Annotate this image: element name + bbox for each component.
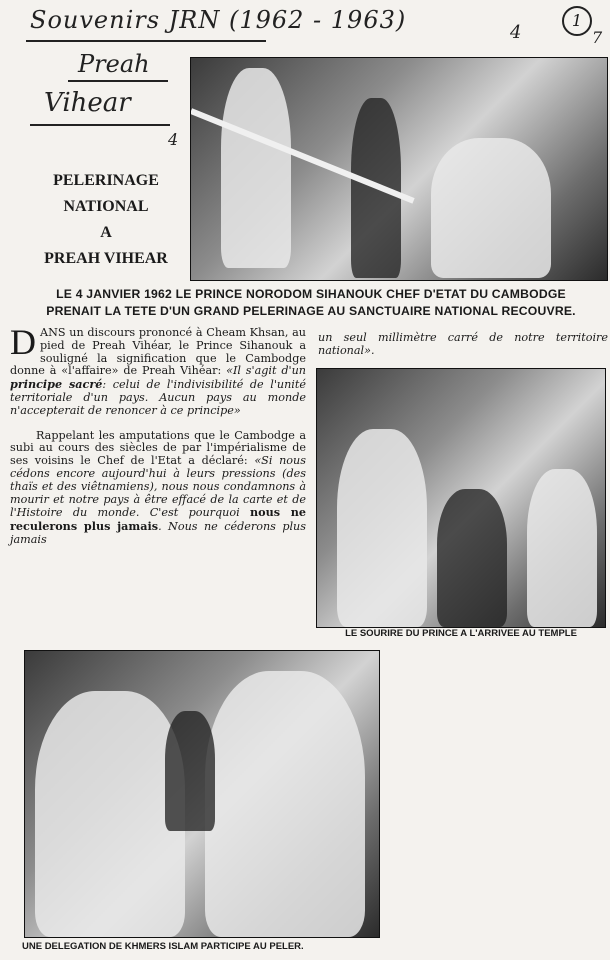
- article-quote: «Si nous cédons encore aujourd'hui à leurs pressions (des thaïs et des viêtnamiens), nous nous condamnons à mourir et notre pays à être effacé de la carte et de l'Histoire du monde. C'est pourquoi: [10, 454, 306, 520]
- article-bold: nous ne reculerons plus jamais: [10, 505, 306, 534]
- headline-line: NATIONAL: [63, 198, 149, 215]
- article-paragraph: [10, 322, 306, 418]
- handwritten-preah: Preah: [78, 50, 150, 78]
- photo-khmer-islam-delegation: [24, 650, 380, 938]
- drop-cap: D: [10, 322, 36, 362]
- article-quote: : celui de l'indivisibilité de l'unité territoriale d'un pays. Aucun pays au monde n'accepterait de renoncer à ce principe»: [10, 378, 306, 417]
- main-caption-line: LE 4 JANVIER 1962 LE PRINCE NORODOM SIHANOUK CHEF D'ETAT DU CAMBODGE: [56, 287, 566, 301]
- article-quote: un seul millimètre carré de notre territoire national».: [318, 331, 608, 357]
- main-caption: [14, 286, 608, 320]
- headline: [28, 168, 184, 272]
- handwritten-underline-preah: [68, 80, 168, 82]
- photo-caption-bottom: UNE DELEGATION DE KHMERS ISLAM PARTICIPE AU PELER.: [22, 941, 304, 952]
- handwritten-vihear: Vihear: [44, 88, 131, 118]
- handwritten-mark: 4: [510, 22, 522, 43]
- photo-caption-middle: LE SOURIRE DU PRINCE A L'ARRIVEE AU TEMPLE: [345, 628, 577, 639]
- article-bold: principe sacré: [10, 377, 103, 392]
- handwritten-underline: [26, 40, 266, 42]
- article-text: ANS un discours prononcé à Cheam Khsan, au pied de Preah Vihéar, le Prince Sihanouk a souligné la signification que le Cambodge donne à «l'affaire» de Preah Vihéar:: [10, 326, 306, 378]
- handwritten-circled-number: 1: [562, 6, 592, 36]
- handwritten-underline-vihear: [30, 124, 170, 126]
- article-text: Rappelant les amputations que le Cambodge a subi au cours des siècles de par l'impérialisme de ses voisins le Chef de l'Etat a déclaré:: [10, 428, 306, 468]
- article-column-left: [10, 322, 306, 559]
- handwritten-mark-circle: 7: [592, 28, 603, 47]
- photo-pilgrimage-ceremony: [190, 57, 608, 281]
- handwritten-header: Souvenirs JRN (1962 - 1963): [30, 6, 407, 34]
- article-paragraph: [10, 430, 306, 547]
- handwritten-mark-side: 4: [168, 130, 179, 149]
- article-quote: . Nous ne céderons plus jamais: [10, 520, 306, 546]
- article-quote: «Il s'agit d'un: [226, 364, 306, 378]
- headline-line: A: [100, 224, 112, 241]
- headline-line: PREAH VIHEAR: [44, 250, 168, 267]
- main-caption-line: PRENAIT LA TETE D'UN GRAND PELERINAGE AU SANCTUAIRE NATIONAL RECOUVRE.: [46, 304, 576, 318]
- photo-prince-arrival: [316, 368, 606, 628]
- headline-line: PELERINAGE: [53, 172, 159, 189]
- article-column-right: [318, 332, 608, 358]
